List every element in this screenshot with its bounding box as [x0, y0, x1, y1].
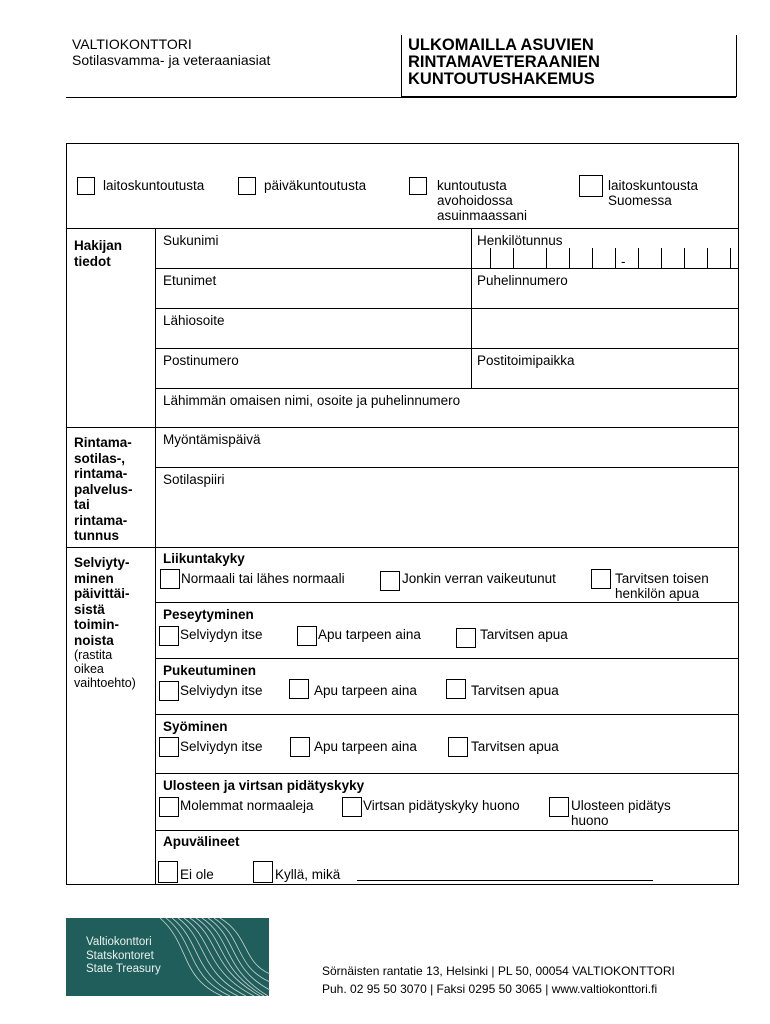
grid-line [67, 228, 738, 229]
form-frame [66, 143, 739, 885]
field-ssn[interactable]: Henkilötunnus [477, 233, 563, 248]
field-next-of-kin[interactable]: Lähimmän omaisen nimi, osoite ja puhelinnumero [163, 393, 461, 408]
field-postcode[interactable]: Postinumero [163, 353, 239, 368]
option-label: Tarvitsen apua [471, 739, 559, 754]
option-label: Molemmat normaaleja [180, 798, 314, 813]
ssn-tick [661, 248, 662, 268]
grid-line [155, 388, 738, 389]
field-address[interactable]: Lähiosoite [163, 313, 225, 328]
grid-line [155, 467, 738, 468]
logo-text: Valtiokonttori Statskontoret State Treasury [86, 936, 161, 975]
section-daily-coping: Selviyty- minen päivittäi- sistä toimin- noista (rastita oikea vaihtoehto) [74, 555, 136, 690]
option-label: Selviydyn itse [180, 683, 263, 698]
ssn-dash: - [621, 254, 626, 269]
checkbox-mobility-reduced[interactable] [380, 571, 400, 591]
org-department: Sotilasvamma- ja veteraaniasiat [72, 52, 271, 68]
logo-wave-pattern [150, 918, 270, 996]
option-label: Selviydyn itse [180, 739, 263, 754]
field-surname[interactable]: Sukunimi [163, 233, 219, 248]
checkbox-urine-poor[interactable] [342, 797, 362, 817]
ssn-tick [707, 248, 708, 268]
aids-write-line[interactable] [357, 880, 653, 881]
footer-address: Sörnäisten rantatie 13, Helsinki | PL 50, 00054 VALTIOKONTTORI [322, 964, 675, 978]
option-label: Ei ole [180, 867, 214, 882]
checkbox-washing-self[interactable] [159, 626, 179, 646]
field-military-district[interactable]: Sotilaspiiri [163, 472, 225, 487]
dressing-title: Pukeutuminen [163, 663, 257, 678]
grid-line [471, 228, 472, 388]
grid-line [155, 308, 738, 309]
field-grant-date[interactable]: Myöntämispäivä [163, 432, 261, 447]
option-label: Kyllä, mikä [275, 867, 341, 882]
ssn-tick [684, 248, 685, 268]
footer-contact [322, 962, 675, 998]
checkbox-eating-always[interactable] [290, 737, 310, 757]
option-label: Normaali tai lähes normaali [181, 571, 345, 586]
option-label: Apu tarpeen aina [314, 683, 417, 698]
option-label: laitoskuntoutusta [103, 178, 205, 193]
option-label: Ulosteen pidätys huono [571, 798, 671, 828]
ssn-tick [546, 248, 547, 268]
checkbox-paivakuntoutus[interactable] [238, 177, 256, 195]
aids-title: Apuvälineet [163, 834, 240, 849]
ssn-tick [569, 248, 570, 268]
grid-line [155, 348, 738, 349]
grid-line [155, 830, 738, 831]
checkbox-stool-poor[interactable] [549, 797, 569, 817]
option-label: Virtsan pidätyskyky huono [363, 798, 520, 813]
option-label: Selviydyn itse [180, 627, 263, 642]
grid-line [67, 427, 738, 428]
footer-phone-web: Puh. 02 95 50 3070 | Faksi 0295 50 3065 | www.valtiokonttori.fi [322, 982, 658, 996]
checkbox-mobility-normal[interactable] [160, 569, 180, 589]
checkbox-dressing-self[interactable] [159, 681, 179, 701]
mobility-title: Liikuntakyky [163, 551, 245, 566]
checkbox-dressing-need[interactable] [446, 679, 466, 699]
field-firstnames[interactable]: Etunimet [163, 273, 217, 288]
option-label: Tarvitsen apua [480, 627, 568, 642]
checkbox-aids-none[interactable] [158, 861, 178, 883]
option-label: Tarvitsen toisen henkilön apua [615, 571, 709, 601]
section-applicant: Hakijan tiedot [74, 238, 123, 269]
eating-title: Syöminen [163, 719, 228, 734]
option-label: Apu tarpeen aina [318, 627, 421, 642]
continence-title: Ulosteen ja virtsan pidätyskyky [163, 778, 365, 793]
org-name: VALTIOKONTTORI [72, 36, 192, 52]
option-label: Tarvitsen apua [471, 683, 559, 698]
grid-line [67, 547, 738, 548]
checkbox-aids-yes[interactable] [253, 861, 273, 883]
header-rule [66, 97, 736, 98]
ssn-tick [638, 248, 639, 268]
washing-title: Peseytyminen [163, 607, 254, 622]
organization [72, 36, 270, 68]
form-title-box [401, 35, 737, 97]
ssn-tick [592, 248, 593, 268]
field-phone[interactable]: Puhelinnumero [477, 273, 568, 288]
checkbox-eating-self[interactable] [159, 737, 179, 757]
field-post-office[interactable]: Postitoimipaikka [477, 353, 575, 368]
checkbox-avohoito[interactable] [409, 177, 427, 195]
option-label: laitoskuntousta Suomessa [608, 178, 699, 208]
checkbox-laitoskuntoutus[interactable] [77, 177, 95, 195]
option-label: Apu tarpeen aina [314, 739, 417, 754]
checkbox-eating-need[interactable] [448, 737, 468, 757]
checkbox-continence-normal[interactable] [159, 797, 179, 817]
ssn-tick [513, 248, 514, 268]
ssn-tick [615, 248, 616, 268]
checkbox-dressing-always[interactable] [289, 679, 309, 699]
ssn-tick [730, 248, 731, 268]
option-label: päiväkuntoutusta [264, 178, 367, 193]
grid-line [155, 773, 738, 774]
form-title: ULKOMAILLA ASUVIEN RINTAMAVETERAANIEN KUNTOUTUSHAKEMUS [408, 36, 600, 88]
checkbox-mobility-assist[interactable] [591, 569, 611, 589]
grid-line [155, 714, 738, 715]
ssn-tick [490, 248, 491, 268]
grid-line [155, 602, 738, 603]
section-veteran: Rintama- sotilas-, rintama- palvelus- tai rintama- tunnus [74, 435, 133, 543]
checkbox-washing-always[interactable] [297, 626, 317, 646]
checkbox-laitos-suomessa[interactable] [579, 175, 603, 197]
checkbox-washing-need[interactable] [456, 628, 476, 648]
option-label: kuntoutusta avohoidossa asuinmaassani [437, 178, 528, 223]
grid-line [155, 658, 738, 659]
grid-line [155, 268, 738, 269]
option-label: Jonkin verran vaikeutunut [402, 571, 556, 586]
grid-line [155, 228, 156, 884]
